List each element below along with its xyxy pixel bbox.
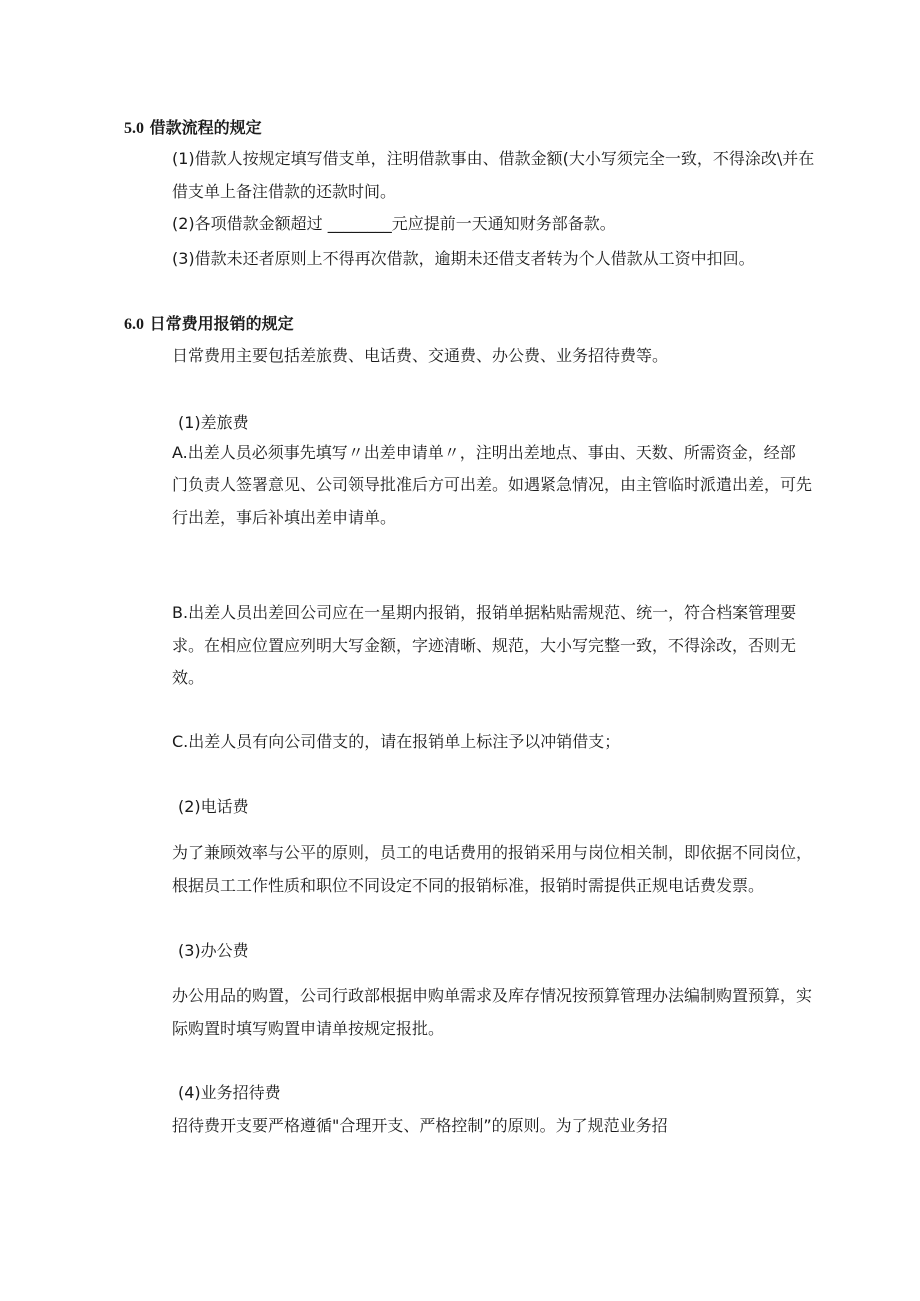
section-5-item-1-cont: 借支单上备注借款的还款时间。	[172, 182, 397, 201]
section-6-number: 6.0	[124, 316, 144, 333]
hospitality-title: (4)业务招待费	[178, 1083, 281, 1102]
office-line-1: 办公用品的购置，公司行政部根据申购单需求及库存情况按预算管理办法编制购置预算，实	[172, 986, 813, 1005]
phone-line-1: 为了兼顾效率与公平的原则，员工的电话费用的报销采用与岗位相关制，即依据不同岗位，	[172, 843, 813, 862]
section-5-item-1: (1)借款人按规定填写借支单，注明借款事由、借款金额(大小写须完全一致，不得涂改\并在	[172, 149, 815, 168]
phone-line-2: 根据员工工作性质和职位不同设定不同的报销标准，报销时需提供正规电话费发票。	[172, 876, 765, 895]
travel-a-line-2: 门负责人签署意见、公司领导批准后方可出差。如遇紧急情况，由主管临时派遣出差，可先	[172, 475, 813, 494]
section-6-title: 日常费用报销的规定	[149, 314, 294, 333]
section-6-heading	[124, 313, 294, 336]
section-5-number: 5.0	[124, 120, 144, 137]
travel-a-line-1: A.出差人员必须事先填写〃出差申请单〃，注明出差地点、事由、天数、所需资金，经部	[172, 443, 796, 462]
travel-b-line-3: 效。	[172, 668, 205, 687]
travel-b-line-2: 求。在相应位置应列明大写金额，字迹清晰、规范，大小写完整一致，不得涂改，否则无	[172, 636, 797, 655]
section-5-item-2: (2)各项借款金额超过 ________元应提前一天通知财务部备款。	[172, 214, 616, 233]
phone-title: (2)电话费	[178, 797, 249, 816]
office-line-2: 际购置时填写购置申请单按规定报批。	[172, 1019, 445, 1038]
office-title: (3)办公费	[178, 941, 249, 960]
travel-b-line-1: B.出差人员出差回公司应在一星期内报销，报销单据粘贴需规范、统一，符合档案管理要	[172, 603, 797, 622]
travel-title: (1)差旅费	[178, 413, 249, 432]
section-6-intro: 日常费用主要包括差旅费、电话费、交通费、办公费、业务招待费等。	[172, 346, 669, 365]
travel-c-line: C.出差人员有向公司借支的，请在报销单上标注予以冲销借支；	[172, 732, 621, 751]
section-5-item-3: (3)借款未还者原则上不得再次借款，逾期未还借支者转为个人借款从工资中扣回。	[172, 249, 755, 268]
travel-a-line-3: 行出差，事后补填出差申请单。	[172, 508, 397, 527]
section-5-heading	[124, 117, 262, 140]
section-5-title: 借款流程的规定	[149, 118, 262, 137]
hospitality-line-1: 招待费开支要严格遵循"合理开支、严格控制”的原则。为了规范业务招	[172, 1116, 668, 1135]
